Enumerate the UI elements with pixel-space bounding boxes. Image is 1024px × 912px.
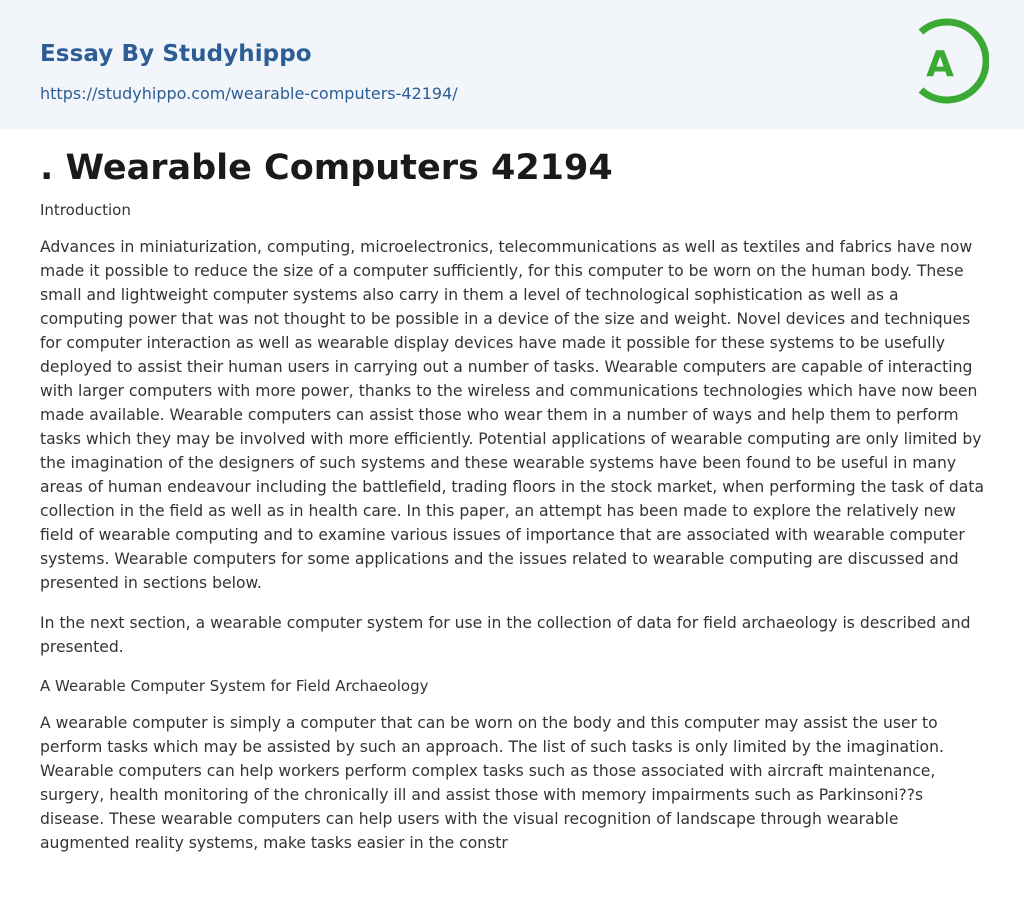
paragraph: Advances in miniaturization, computing, microelectronics, telecommunications as well as textiles and fabrics have now made it possible to reduce the size of a computer sufficiently, for this computer to be worn on the human body. These small and lightweight computer systems also carry in them a level of technological sophistication as well as a computing power that was not thought to be possible in a device of the size and weight. Novel devices and techniques for computer interaction as well as wearable display devices have made it possible for these systems to be usefully deployed to assist their human users in carrying out a number of tasks. Wearable computers are capable of interacting with larger computers with more power, thanks to the wireless and communications technologies which have now been made available. Wearable computers can assist those who wear them in a number of ways and help them to perform tasks which they may be involved with more efficiently. Potential applications of wearable computing are only limited by the imagination of the designers of such systems and these wearable systems have been found to be useful in many areas of human endeavour including the battlefield, trading floors in the stock market, when performing the task of data collection in the field as well as in health care. In this paper, an attempt has been made to explore the relatively new field of wearable computing and to examine various issues of importance that are associated with wearable computer systems. Wearable computers for some applications and the issues related to wearable computing are discussed and presented in sections below. — [40, 238, 985, 592]
section-heading-introduction: Introduction — [40, 201, 131, 219]
page-title: . Wearable Computers 42194 — [40, 148, 613, 188]
site-header — [0, 0, 1024, 129]
logo-letter: A — [926, 44, 954, 85]
brand-title[interactable]: Essay By Studyhippo — [40, 41, 312, 67]
essay-url-link[interactable]: https://studyhippo.com/wearable-computers-42194/ — [40, 84, 458, 103]
section-heading-field-archaeology: A Wearable Computer System for Field Archaeology — [40, 677, 429, 695]
essay-content — [0, 129, 1024, 855]
studyhippo-logo-icon[interactable] — [911, 18, 989, 106]
paragraph: In the next section, a wearable computer system for use in the collection of data for field archaeology is described and presented. — [40, 614, 971, 656]
paragraph: A wearable computer is simply a computer that can be worn on the body and this computer may assist the user to perform tasks which may be assisted by such an approach. The list of such tasks is only limited by the imagination. Wearable computers can help workers perform complex tasks such as those associated with aircraft maintenance, surgery, health monitoring of the chronically ill and assist those with memory impairments such as Parkinsoni??s disease. These wearable computers can help users with the visual recognition of landscape through wearable augmented reality systems, make tasks easier in the constr — [40, 714, 944, 852]
